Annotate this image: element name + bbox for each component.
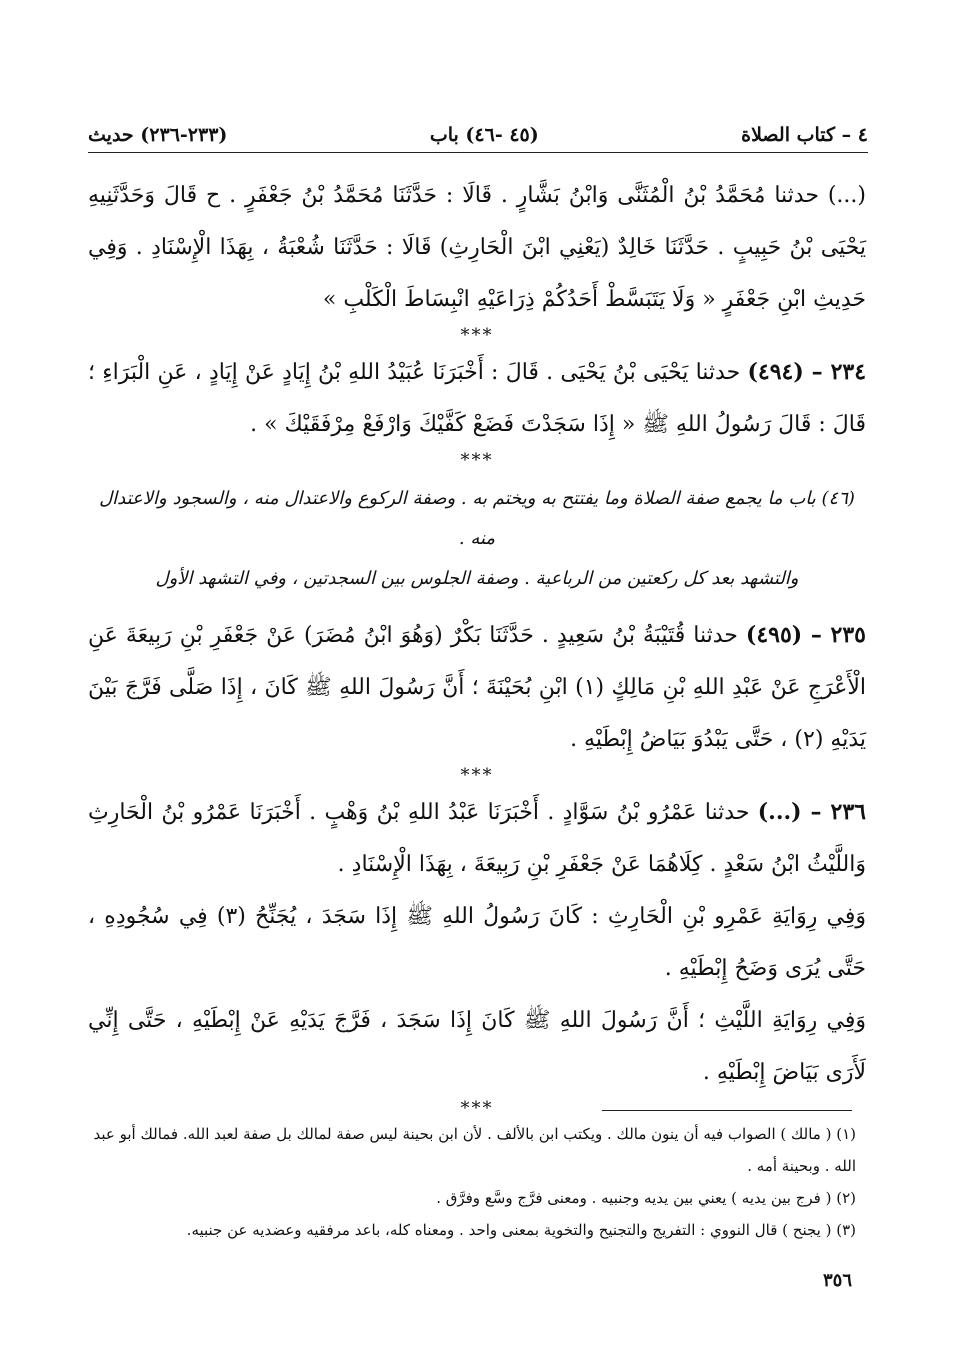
footnote-1: (١) ( مالك ) الصواب فيه أن ينون مالك . ويكتب ابن بالألف . لأن ابن بحينة ليس صفة لمالك بل صفة لعبد الله. فمالك أبو عبد الله . وبحينة أمه .	[93, 1125, 856, 1175]
hadith-text: حدثنا عَمْرُو بْنُ سَوَّادٍ . أَخْبَرَنَا عَبْدُ اللهِ بْنُ وَهْبٍ . أَخْبَرَنَا عَمْرُو بْنُ الْحَارِثِ وَاللَّيْثُ ابْنُ سَعْدٍ . كِلَاهُمَا عَنْ جَعْفَرِ بْنِ رَبِيعَةَ ، بِهَذَا الْإِسْنَادِ .	[88, 800, 866, 877]
separator-stars: ***	[460, 765, 494, 786]
bab-heading	[88, 479, 866, 599]
hadith-riwaya-layth: وَفِي رِوَايَةِ اللَّيْثِ ؛ أَنَّ رَسُولَ اللهِ ﷺ كَانَ إِذَا سَجَدَ ، فَرَّجَ يَدَيْهِ عَنْ إِبْطَيْهِ ، حَتَّى إِنِّي لَأَرَى بَيَاضَ إِبْطَيْهِ .	[88, 1008, 866, 1085]
separator-stars: ***	[460, 325, 494, 346]
separator-stars: ***	[460, 450, 494, 471]
hadith-number: ٢٣٤ – (٤٩٤)	[747, 359, 867, 385]
hadith-text: حدثنا قُتَيْبَةُ بْنُ سَعِيدٍ . حَدَّثَنَا بَكْرٌ (وَهُوَ ابْنُ مُضَرَ) عَنْ جَعْفَرِ بْنِ رَبِيعَةَ عَنِ الْأَعْرَجِ عَنْ عَبْدِ اللهِ بْنِ مَالِكٍ (١) ابْنِ بُحَيْنَةَ ؛ أَنَّ رَسُولَ اللهِ ﷺ كَانَ ، إِذَا صَلَّى فَرَّجَ بَيْنَ يَدَيْهِ (٢) ، حَتَّى يَبْدُوَ بَيَاضُ إِبْطَيْهِ .	[88, 623, 866, 752]
running-header	[88, 118, 868, 152]
footnote-rule	[602, 1110, 852, 1111]
footnote-3: (٣) ( يجنح ) قال النووي : التفريج والتجنيح والتخوية بمعنى واحد . ومعناه كله، باعد مرفقيه وعضديه عن جنبيه.	[186, 1221, 856, 1239]
hadith-234	[88, 346, 866, 451]
header-rule	[88, 152, 868, 153]
header-hadith-range: (٢٣٣-٢٣٦) حديث	[88, 124, 228, 146]
bab-title-line: (٤٦) باب ما يجمع صفة الصلاة وما يفتتح به ويختم به . وصفة الركوع والاعتدال منه ، والسجود والاعتدال منه .	[99, 488, 855, 549]
hadith-paragraph: (...) حدثنا مُحَمَّدُ بْنُ الْمُثَنَّى وَابْنُ بَشَّارٍ . قَالَا : حَدَّثَنَا مُحَمَّدُ بْنُ جَعْفَرٍ . ح قَالَ وَحَدَّثَنِيهِ يَحْيَى بْنُ حَبِيبٍ . حَدَّثَنَا خَالِدٌ (يَعْنِي ابْنَ الْحَارِثِ) قَالَا : حَدَّثَنَا شُعْبَةُ ، بِهَذَا الْإِسْنَادِ . وَفِي حَدِيثِ ابْنِ جَعْفَرٍ « وَلَا يَتَبَسَّطْ أَحَدُكُمْ ذِرَاعَيْهِ انْبِسَاطَ الْكَلْبِ »	[88, 183, 866, 312]
separator-stars: ***	[460, 1098, 494, 1119]
main-text	[88, 170, 866, 1119]
hadith-235	[88, 609, 866, 766]
footnotes	[88, 1118, 856, 1246]
header-chapter: ٤ – كتاب الصلاة	[741, 124, 868, 146]
hadith-236	[88, 786, 866, 891]
hadith-riwaya-amr: وَفِي رِوَايَةِ عَمْرِو بْنِ الْحَارِثِ : كَانَ رَسُولُ اللهِ ﷺ إِذَا سَجَدَ ، يُجَنِّحُ (٣) فِي سُجُودِهِ ، حَتَّى يُرَى وَضَحُ إِبْطَيْهِ .	[88, 904, 866, 981]
bab-title-line: والتشهد بعد كل ركعتين من الرباعية . وصفة الجلوس بين السجدتين ، وفي التشهد الأول	[155, 568, 799, 589]
header-bab: (٤٥ -٤٦) باب	[429, 124, 539, 146]
hadith-text: حدثنا يَحْيَى بْنُ يَحْيَى . قَالَ : أَخْبَرَنَا عُبَيْدُ اللهِ بْنُ إِيَادٍ عَنْ إِيَادٍ ، عَنِ الْبَرَاءِ ؛ قَالَ : قَالَ رَسُولُ اللهِ ﷺ « إِذَا سَجَدْتَ فَضَعْ كَفَّيْكَ وَارْفَعْ مِرْفَقَيْكَ » .	[88, 360, 866, 437]
page-number: ٣٥٦	[822, 1270, 852, 1291]
hadith-number: ٢٣٥ – (٤٩٥)	[745, 622, 866, 648]
hadith-number: ٢٣٦ – (...)	[757, 799, 866, 825]
footnote-2: (٢) ( فرج بين يديه ) يعني بين يديه وجنبيه . ومعنى فرَّج وسَّع وفرَّق .	[436, 1189, 856, 1207]
